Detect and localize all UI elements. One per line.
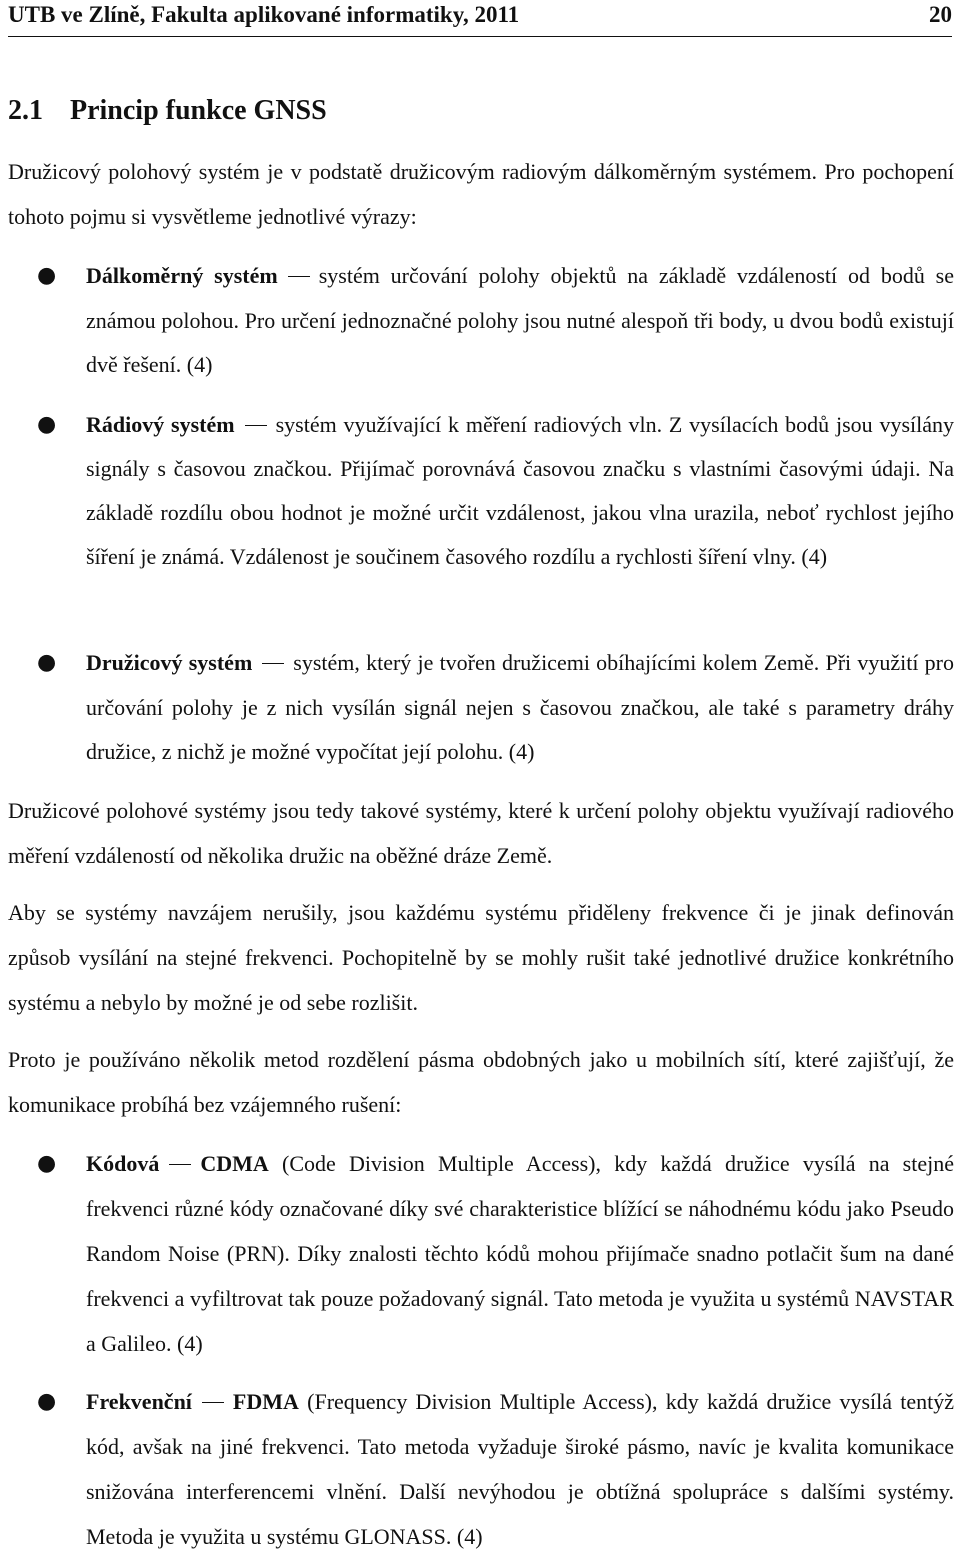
method-abbreviation: FDMA (232, 1389, 299, 1414)
definition-text: systém určování polohy objektů na základě vzdáleností od bodů se známou polohou. Pro určení jednoznačné polohy jsou nutné alespoň tři body, u dvou bodů existují dvě řešení. (4) (86, 263, 954, 377)
definition-text: systém využívající k měření radiových vln. Z vysílacích bodů jsou vysílány signály s časovou značkou. Přijímač porovnává časovou značku s vlastními časovými údaji. Na základě rozdílu obou hodnot je možné určit vzdálenost, jakou vlna urazila, neboť rychlost jejího šíření je známá. Vzdálenost je součinem časového rozdílu a rychlosti šíření vlny. (4) (86, 412, 955, 569)
definition-item (37, 254, 954, 388)
method-abbreviation: CDMA (200, 1151, 269, 1176)
dash-separator (288, 276, 310, 277)
definition-term: Rádiový systém (86, 412, 235, 437)
dash-separator (245, 425, 267, 426)
page-header (8, 0, 952, 34)
header-divider (8, 36, 952, 37)
dash-separator (202, 1402, 224, 1403)
bullet-icon: ● (37, 1389, 57, 1414)
definition-item (37, 641, 954, 775)
bullet-icon: ● (37, 412, 57, 437)
bullet-icon: ● (37, 263, 57, 288)
definition-term: Družicový systém (86, 650, 253, 675)
dash-separator (169, 1164, 191, 1165)
method-item (37, 1379, 954, 1559)
method-text: (Code Division Multiple Access), kdy každá družice vysílá na stejné frekvenci různé kódy označované díky své charakteristice blížící se náhodnému kódu jako Pseudo Random Noise (PRN). Díky znalosti těchto kódů mohou přijímače snadno potlačit šum na dané frekvenci a vyfiltrovat tak pouze požadovaný signál. Tato metoda je využita u systémů NAVSTAR a Galileo. (4) (86, 1151, 954, 1356)
page-number: 20 (929, 2, 952, 27)
section-heading (8, 95, 327, 127)
method-term: Frekvenční (86, 1389, 192, 1414)
body-paragraph: Proto je používáno několik metod rozdělení pásma obdobných jako u mobilních sítí, které zajišťují, že komunikace probíhá bez vzájemného rušení: (8, 1047, 954, 1117)
definition-term: Dálkoměrný systém (86, 263, 278, 288)
intro-paragraph: Družicový polohový systém je v podstatě družicovým radiovým dálkoměrným systémem. Pro pochopení tohoto pojmu si vysvětleme jednotlivé výrazy: (8, 159, 954, 229)
method-item (37, 1141, 954, 1366)
header-title: UTB ve Zlíně, Fakulta aplikované informatiky, 2011 (8, 2, 520, 27)
method-term: Kódová (86, 1151, 160, 1176)
method-text: (Frequency Division Multiple Access), kdy každá družice vysílá tentýž kód, avšak na jiné frekvenci. Tato metoda vyžaduje široké pásmo, navíc je kvalita komunikace snižována interferencemi vlnění. Další nevýhodou je obtížná spolupráce s dalšími systémy. Metoda je využita u systému GLONASS. (4) (86, 1389, 954, 1549)
body-paragraph: Aby se systémy navzájem nerušily, jsou každému systému přiděleny frekvence či je jinak definován způsob vysílání na stejné frekvenci. Pochopitelně by se mohly rušit také jednotlivé družice konkrétního systému a nebylo by možné je od sebe rozlišit. (8, 900, 954, 1015)
bullet-icon: ● (37, 650, 57, 675)
body-paragraph: Družicové polohové systémy jsou tedy takové systémy, které k určení polohy objektu využívají radiového měření vzdáleností od několika družic na oběžné dráze Země. (8, 798, 954, 868)
dash-separator (262, 663, 284, 664)
section-title: Princip funkce GNSS (70, 95, 327, 126)
definition-item (37, 403, 955, 579)
definition-text: systém, který je tvořen družicemi obíhajícími kolem Země. Při využití pro určování polohy je z nich vysílán signál nejen s časovou značkou, ale také s parametry dráhy družice, z nichž je možné vypočítat její polohu. (4) (86, 650, 954, 764)
bullet-icon: ● (37, 1151, 57, 1176)
section-number: 2.1 (8, 95, 43, 126)
